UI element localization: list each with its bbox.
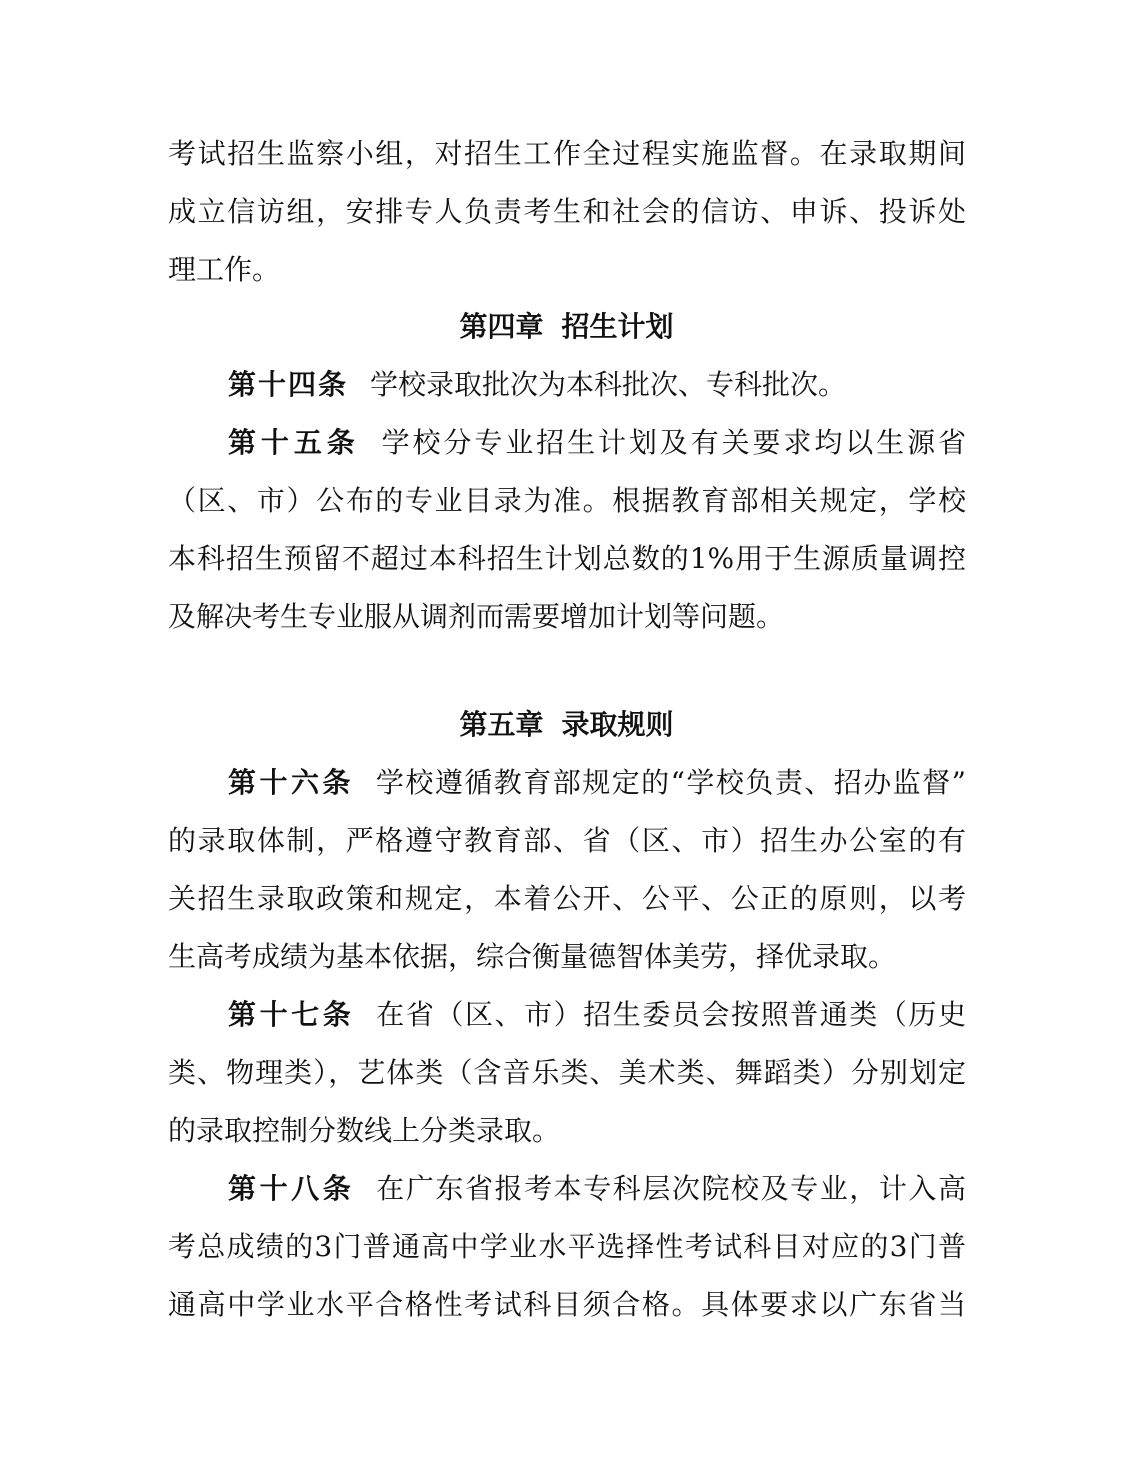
paragraph-line: 本科招生预留不超过本科招生计划总数的1%用于生源质量调控	[168, 542, 966, 575]
paragraph-line: 关招生录取政策和规定，本着公开、公平、公正的原则，以考	[168, 882, 966, 915]
paragraph-line: 通高中学业水平合格性考试科目须合格。具体要求以广东省当	[168, 1288, 966, 1321]
paragraph-line: 成立信访组，安排专人负责考生和社会的信访、申诉、投诉处	[168, 195, 966, 228]
chapter-title: 录取规则	[561, 708, 674, 741]
article-15	[228, 414, 966, 472]
paragraph-line: 的录取体制，严格遵守教育部、省（区、市）招生办公室的有	[168, 824, 966, 857]
paragraph-line: 理工作。	[168, 253, 281, 286]
article-text: 学校分专业招生计划及有关要求均以生源省	[381, 426, 966, 459]
article-14	[228, 356, 966, 414]
paragraph-line: 及解决考生专业服从调剂而需要增加计划等问题。	[168, 600, 785, 633]
paragraph-line: 考总成绩的3门普通高中学业水平选择性考试科目对应的3门普	[168, 1230, 966, 1263]
article-label: 第十八条	[228, 1172, 355, 1205]
article-text: 学校录取批次为本科批次、专科批次。	[370, 368, 847, 401]
article-label: 第十四条	[228, 368, 349, 401]
article-18	[228, 1160, 966, 1218]
chapter-heading	[0, 696, 1133, 754]
paragraph-line: 的录取控制分数线上分类录取。	[168, 1114, 561, 1147]
paragraph-line: 类、物理类），艺体类（含音乐类、美术类、舞蹈类）分别划定	[168, 1056, 966, 1089]
chapter-title: 招生计划	[561, 310, 674, 343]
chapter-number: 第四章	[459, 310, 544, 343]
article-label: 第十六条	[228, 766, 354, 799]
article-label: 第十七条	[228, 998, 355, 1031]
article-16	[228, 754, 966, 812]
article-label: 第十五条	[228, 426, 360, 459]
article-text: 在省（区、市）招生委员会按照普通类（历史	[376, 998, 966, 1031]
paragraph-line: 生高考成绩为基本依据，综合衡量德智体美劳，择优录取。	[168, 940, 897, 973]
paragraph-line: （区、市）公布的专业目录为准。根据教育部相关规定，学校	[168, 484, 966, 517]
article-text: 学校遵循教育部规定的“学校负责、招办监督”	[375, 766, 966, 799]
chapter-number: 第五章	[459, 708, 544, 741]
paragraph-line: 考试招生监察小组，对招生工作全过程实施监督。在录取期间	[168, 137, 966, 170]
chapter-heading	[0, 298, 1133, 356]
article-17	[228, 986, 966, 1044]
article-text: 在广东省报考本专科层次院校及专业，计入高	[376, 1172, 966, 1205]
